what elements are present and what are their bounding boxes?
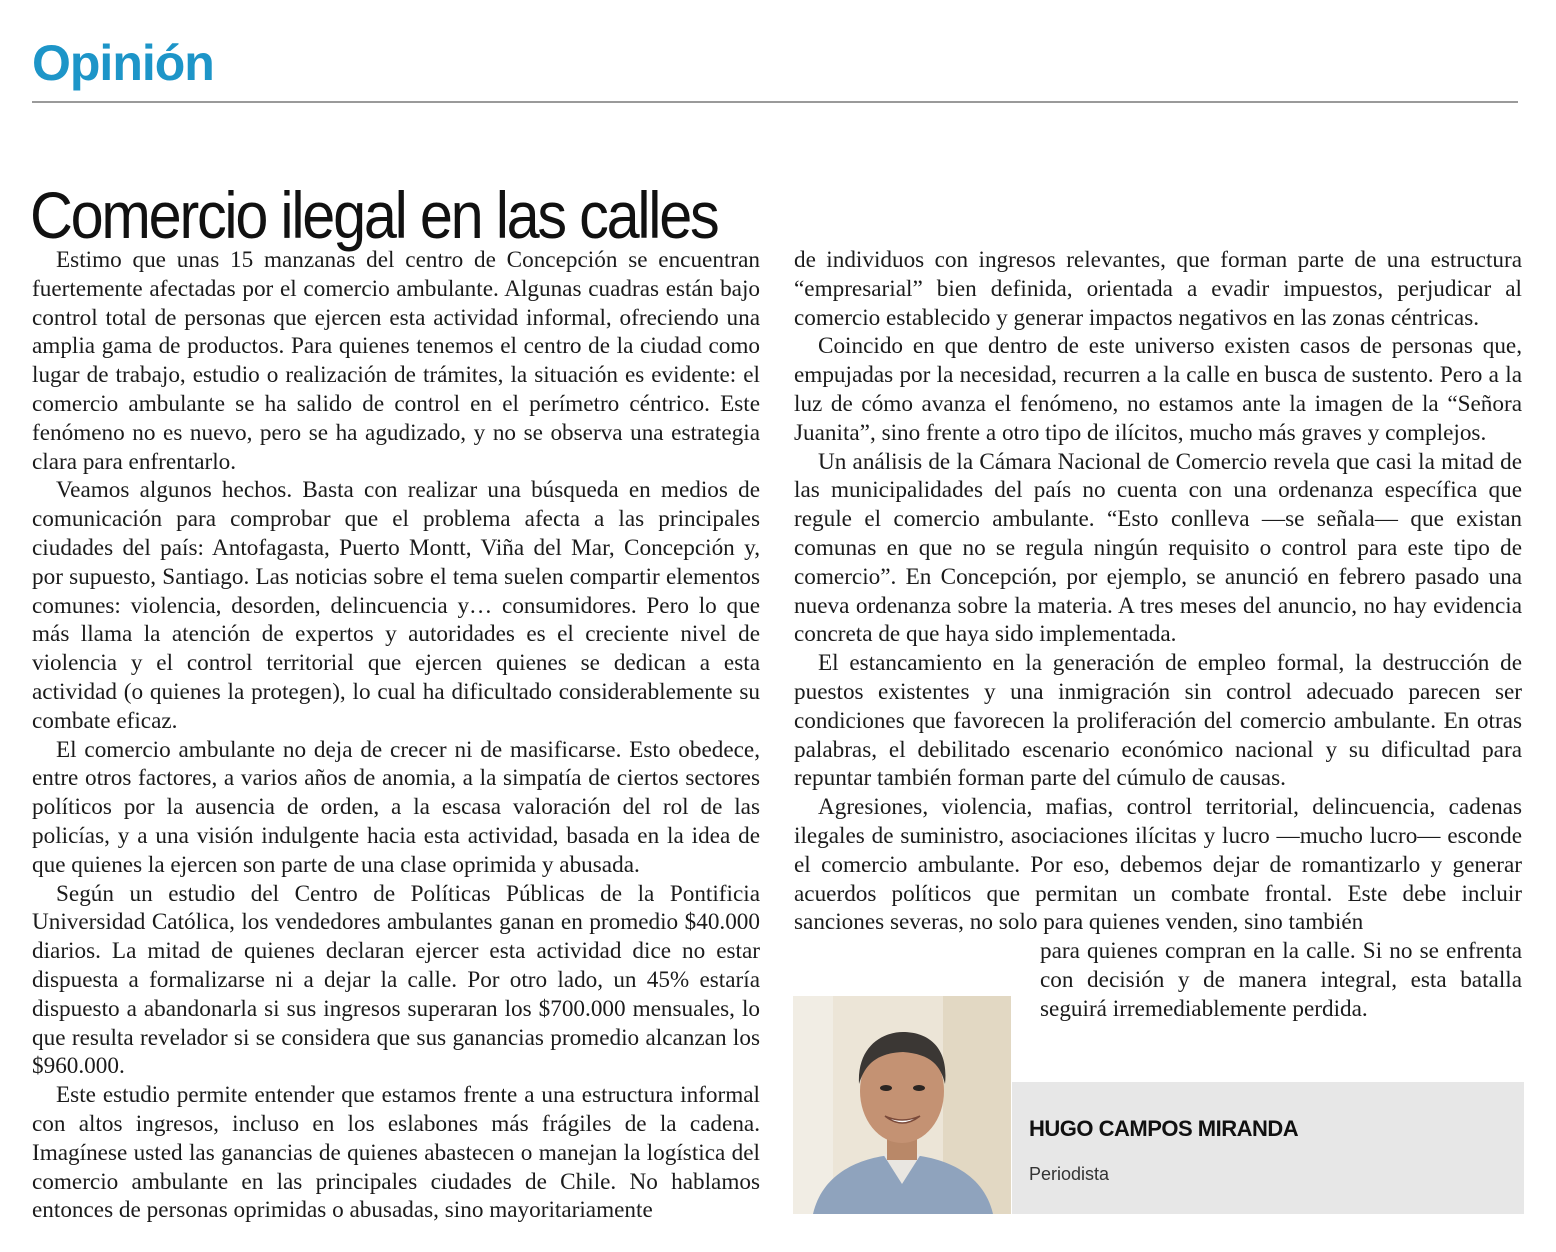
section-divider — [32, 101, 1518, 103]
author-role: Periodista — [1029, 1164, 1110, 1184]
author-portrait-icon — [793, 996, 1011, 1214]
author-box — [1012, 1082, 1524, 1214]
paragraph: Este estudio permite entender que estamos frente a una estructura informal con altos ingresos, incluso en los eslabones más frágiles de la cadena. Imagínese usted las ganancias de quienes abastecen o manejan la logística del comercio ambulante en las principales ciudades de Chile. No hablamos entonces de personas oprimidas o abusadas, sino mayoritariamente — [32, 1082, 760, 1224]
paragraph: Un análisis de la Cámara Nacional de Comercio revela que casi la mitad de las municipalidades del país no cuenta con una ordenanza específica que regule el comercio ambulante. “Esto conlleva —se señala— que existan comunas en que no se regula ningún requisito o control para este tipo de comercio”. En Concepción, por ejemplo, se anunció en febrero pasado una nueva ordenanza sobre la materia. A tres meses del anuncio, no hay evidencia concreta de que haya sido implementada. — [794, 448, 1522, 648]
article-column-left — [32, 246, 760, 1225]
article-column-right — [794, 246, 1522, 1024]
paragraph: El comercio ambulante no deja de crecer ni de masificarse. Esto obedece, entre otros factores, a varios años de anomia, a la simpatía de ciertos sectores políticos por la ausencia de orden, a la escasa valoración del rol de las policías, y a una visión indulgente hacia esta actividad, basada en la idea de que quienes la ejercen son parte de una clase oprimida y abusada. — [32, 736, 760, 878]
paragraph: El estancamiento en la generación de empleo formal, la destrucción de puestos existentes y una inmigración sin control adecuado parecen ser condiciones que favorecen la proliferación del comercio ambulante. En otras palabras, el debilitado escenario económico nacional y su dificultad para repuntar también forman parte del cúmulo de causas. — [794, 650, 1522, 792]
paragraph: Agresiones, violencia, mafias, control territorial, delincuencia, cadenas ilegales de suministro, asociaciones ilícitas y lucro —mucho lucro— esconde el comercio ambulante. Por eso, debemos dejar de romantizarlo y generar acuerdos políticos que permitan un combate frontal. Este debe incluir sanciones severas, no solo para quienes venden, sino también — [794, 794, 1522, 936]
paragraph: Veamos algunos hechos. Basta con realizar una búsqueda en medios de comunicación para comprobar que el problema afecta a las principales ciudades del país: Antofagasta, Puerto Montt, Viña del Mar, Concepción y, por supuesto, Santiago. Las noticias sobre el tema suelen compartir elementos comunes: violencia, desorden, delincuencia y… consumidores. Pero lo que más llama la atención de expertos y autoridades es el creciente nivel de violencia y el control territorial que ejercen quienes se dedican a esta actividad (o quienes la protegen), lo cual ha dificultado considerablemente su combate eficaz. — [32, 477, 760, 734]
section-label: Opinión — [32, 35, 214, 91]
paragraph: Coincido en que dentro de este universo existen casos de personas que, empujadas por la necesidad, recurren a la calle en busca de sustento. Pero a la luz de cómo avanza el fenómeno, no estamos ante la imagen de la “Señora Juanita”, sino frente a otro tipo de ilícitos, mucho más graves y complejos. — [794, 333, 1522, 446]
paragraph: Según un estudio del Centro de Políticas Públicas de la Pontificia Universidad Católica, los vendedores ambulantes ganan en promedio $40.000 diarios. La mitad de quienes declaran ejercer esta actividad dice no estar dispuesta a formalizarse ni a dejar la calle. Por otro lado, un 45% estaría dispuesto a abandonarla si sus ingresos superaran los $700.000 mensuales, lo que resulta revelador si se considera que sus ganancias promedio alcanzan los $960.000. — [32, 880, 760, 1080]
paragraph: Estimo que unas 15 manzanas del centro de Concepción se encuentran fuertemente afectadas por el comercio ambulante. Algunas cuadras están bajo control total de personas que ejercen esta actividad informal, ofreciendo una amplia gama de productos. Para quienes tenemos el centro de la ciudad como lugar de trabajo, estudio o realización de trámites, la situación es evidente: el comercio ambulante se ha salido de control en el perímetro céntrico. Este fenómeno no es nuevo, pero se ha agudizado, y no se observa una estrategia clara para enfrentarlo. — [32, 247, 760, 475]
paragraph-closing: para quienes compran en la calle. Si no se enfrenta con decisión y de manera integral, esta batalla seguirá irremediablemente perdida. — [1040, 938, 1522, 1022]
author-name: HUGO CAMPOS MIRANDA — [1029, 1116, 1299, 1141]
paragraph: de individuos con ingresos relevantes, que forman parte de una estructura “empresarial” bien definida, orientada a evadir impuestos, perjudicar al comercio establecido y generar impactos negativos en las zonas céntricas. — [794, 247, 1522, 331]
author-photo — [793, 996, 1011, 1214]
headline: Comercio ilegal en las calles — [30, 178, 718, 253]
